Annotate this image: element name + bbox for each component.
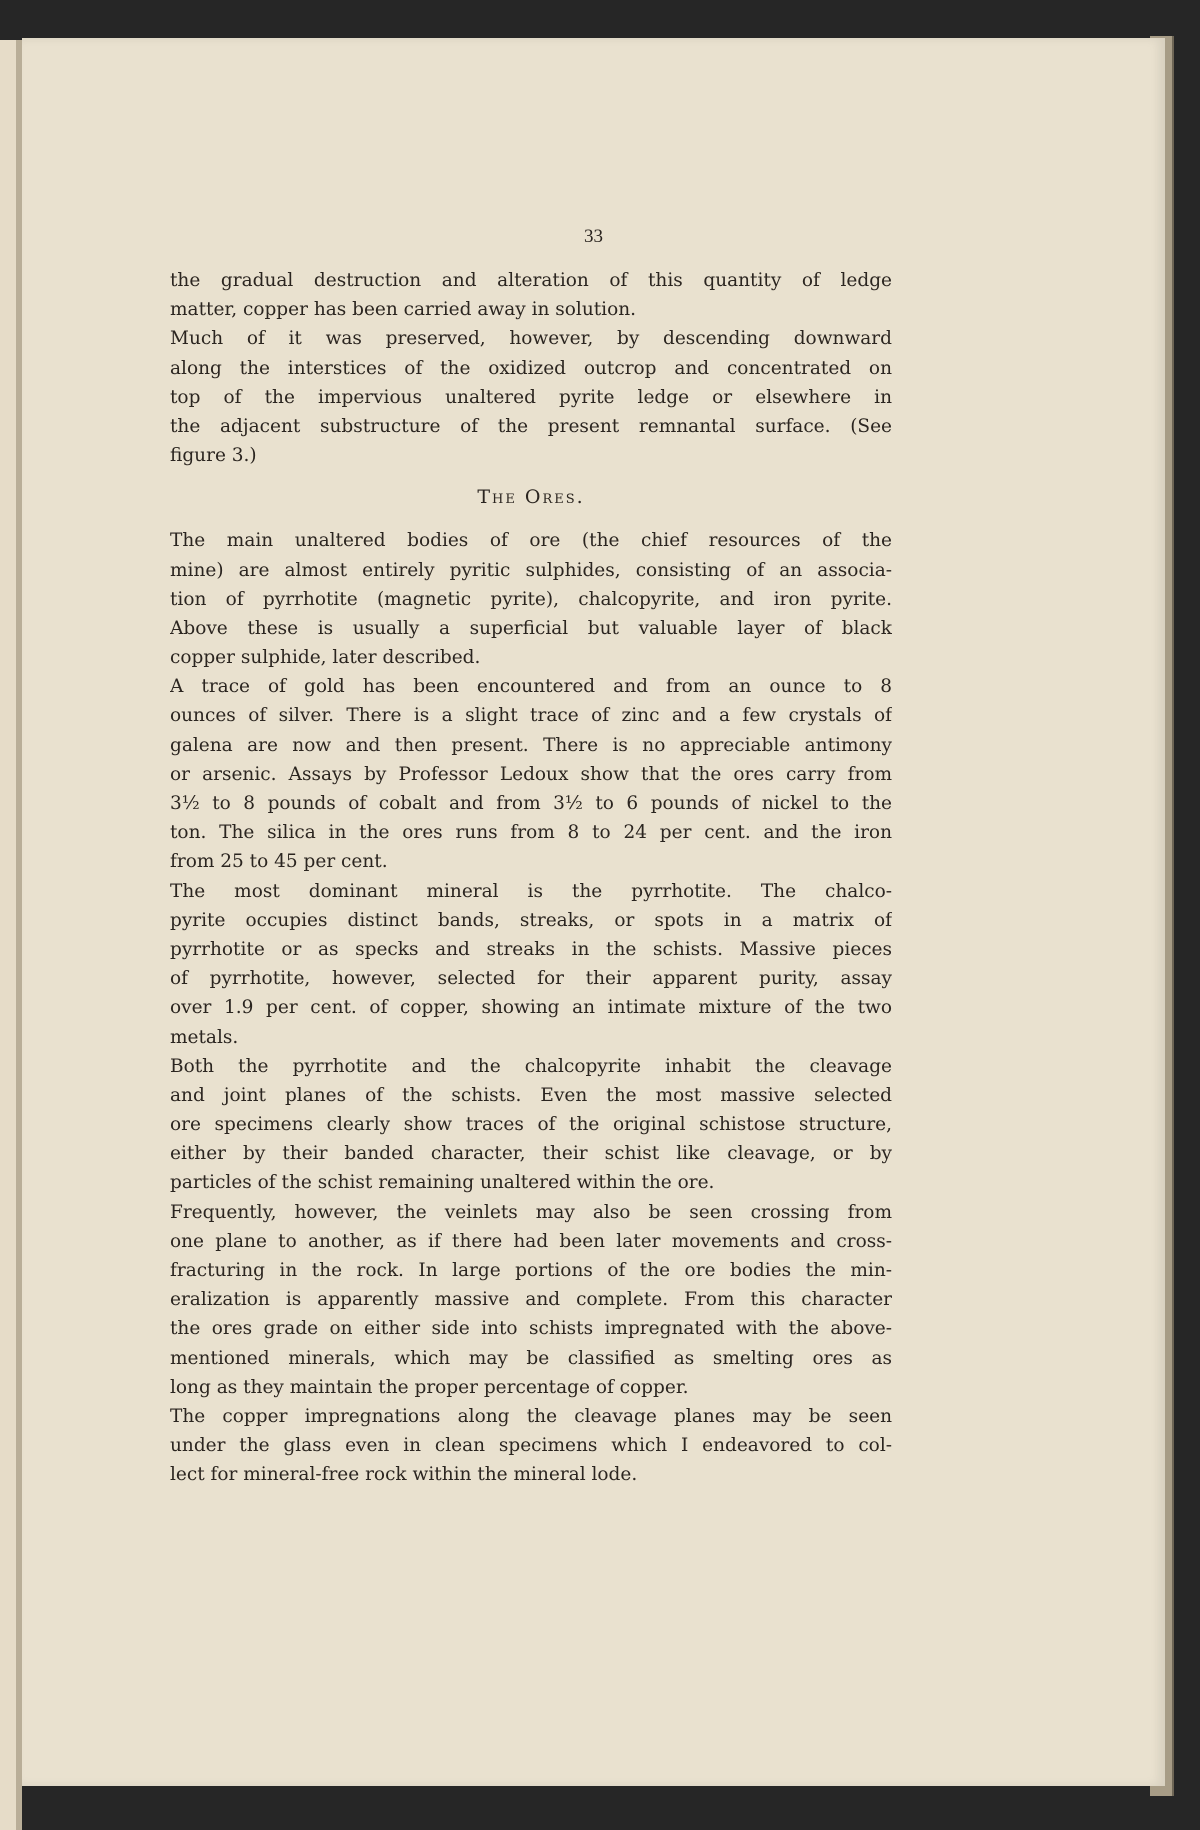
text-line: long as they maintain the proper percentage of copper. bbox=[170, 1376, 689, 1398]
text-line: mine) are almost entirely pyritic sulphides, consisting of an associa- bbox=[170, 559, 892, 581]
paragraph bbox=[170, 1402, 892, 1490]
paragraph bbox=[170, 672, 892, 876]
text-line: ore specimens clearly show traces of the original schistose structure, bbox=[170, 1114, 892, 1136]
text-line: Both the pyrrhotite and the chalcopyrite inhabit the cleavage bbox=[170, 1055, 892, 1077]
text-line: Much of it was preserved, however, by descending downward bbox=[170, 328, 892, 350]
text-line: Frequently, however, the veinlets may also be seen crossing from bbox=[170, 1201, 892, 1223]
page-number: 33 bbox=[584, 226, 603, 247]
text-line: 3½ to 8 pounds of cobalt and from 3½ to 6 pounds of nickel to the bbox=[170, 793, 892, 814]
text-line: The main unaltered bodies of ore (the chief resources of the bbox=[170, 530, 892, 552]
body-text bbox=[170, 266, 892, 1490]
section-heading: The Ores. bbox=[477, 486, 585, 509]
text-line: metals. bbox=[170, 1026, 239, 1048]
book-page bbox=[22, 38, 1165, 1786]
paragraph bbox=[170, 266, 892, 324]
text-line: pyrrhotite or as specks and streaks in the schists. Massive pieces bbox=[170, 938, 892, 960]
paragraphs-after-heading bbox=[170, 526, 892, 1489]
text-line: fracturing in the rock. In large portions of the ore bodies the min- bbox=[170, 1260, 892, 1281]
text-line: along the interstices of the oxidized outcrop and concentrated on bbox=[170, 357, 892, 379]
text-line: the adjacent substructure of the present remnantal surface. (See bbox=[170, 415, 892, 437]
text-line: lect for mineral-free rock within the mineral lode. bbox=[170, 1464, 638, 1486]
text-line: A trace of gold has been encountered and from an ounce to 8 bbox=[170, 676, 892, 698]
text-line: eralization is apparently massive and complete. From this character bbox=[170, 1289, 892, 1311]
text-line: matter, copper has been carried away in solution. bbox=[170, 299, 637, 321]
text-line: top of the impervious unaltered pyrite ledge or elsewhere in bbox=[170, 386, 892, 408]
text-line: copper sulphide, later described. bbox=[170, 647, 481, 669]
text-line: pyrite occupies distinct bands, streaks, or spots in a matrix of bbox=[170, 909, 892, 931]
text-line: the gradual destruction and alteration of this quantity of ledge bbox=[170, 270, 892, 291]
text-line: galena are now and then present. There is no appreciable antimony bbox=[170, 734, 892, 756]
facing-page-edge bbox=[0, 40, 16, 1830]
text-line: ounces of silver. There is a slight trace of zinc and a few crystals of bbox=[170, 705, 892, 727]
paragraph bbox=[170, 526, 892, 672]
text-line: either by their banded character, their schist like cleavage, or by bbox=[170, 1143, 892, 1165]
paragraph bbox=[170, 324, 892, 470]
text-line: one plane to another, as if there had been later movements and cross- bbox=[170, 1230, 892, 1252]
text-line: ton. The silica in the ores runs from 8 to 24 per cent. and the iron bbox=[170, 822, 892, 844]
text-line: and joint planes of the schists. Even the most massive selected bbox=[170, 1084, 892, 1106]
text-line: particles of the schist remaining unaltered within the ore. bbox=[170, 1172, 715, 1194]
text-line: The most dominant mineral is the pyrrhotite. The chalco- bbox=[170, 880, 892, 902]
paragraph bbox=[170, 1052, 892, 1198]
text-line: tion of pyrrhotite (magnetic pyrite), chalcopyrite, and iron pyrite. bbox=[170, 588, 892, 610]
text-line: over 1.9 per cent. of copper, showing an intimate mixture of the two bbox=[170, 997, 892, 1019]
text-line: under the glass even in clean specimens which I endeavored to col- bbox=[170, 1435, 892, 1457]
text-line: figure 3.) bbox=[170, 445, 257, 467]
text-line: of pyrrhotite, however, selected for their apparent purity, assay bbox=[170, 968, 892, 990]
text-line: Above these is usually a superficial but valuable layer of black bbox=[170, 617, 892, 639]
text-line: The copper impregnations along the cleavage planes may be seen bbox=[170, 1405, 892, 1427]
paragraph bbox=[170, 877, 892, 1052]
text-line: the ores grade on either side into schists impregnated with the above- bbox=[170, 1318, 892, 1340]
text-line: or arsenic. Assays by Professor Ledoux show that the ores carry from bbox=[170, 763, 892, 785]
text-line: from 25 to 45 per cent. bbox=[170, 851, 388, 873]
text-line: mentioned minerals, which may be classified as smelting ores as bbox=[170, 1347, 892, 1369]
paragraph bbox=[170, 1198, 892, 1402]
paragraphs-before-heading bbox=[170, 266, 892, 470]
